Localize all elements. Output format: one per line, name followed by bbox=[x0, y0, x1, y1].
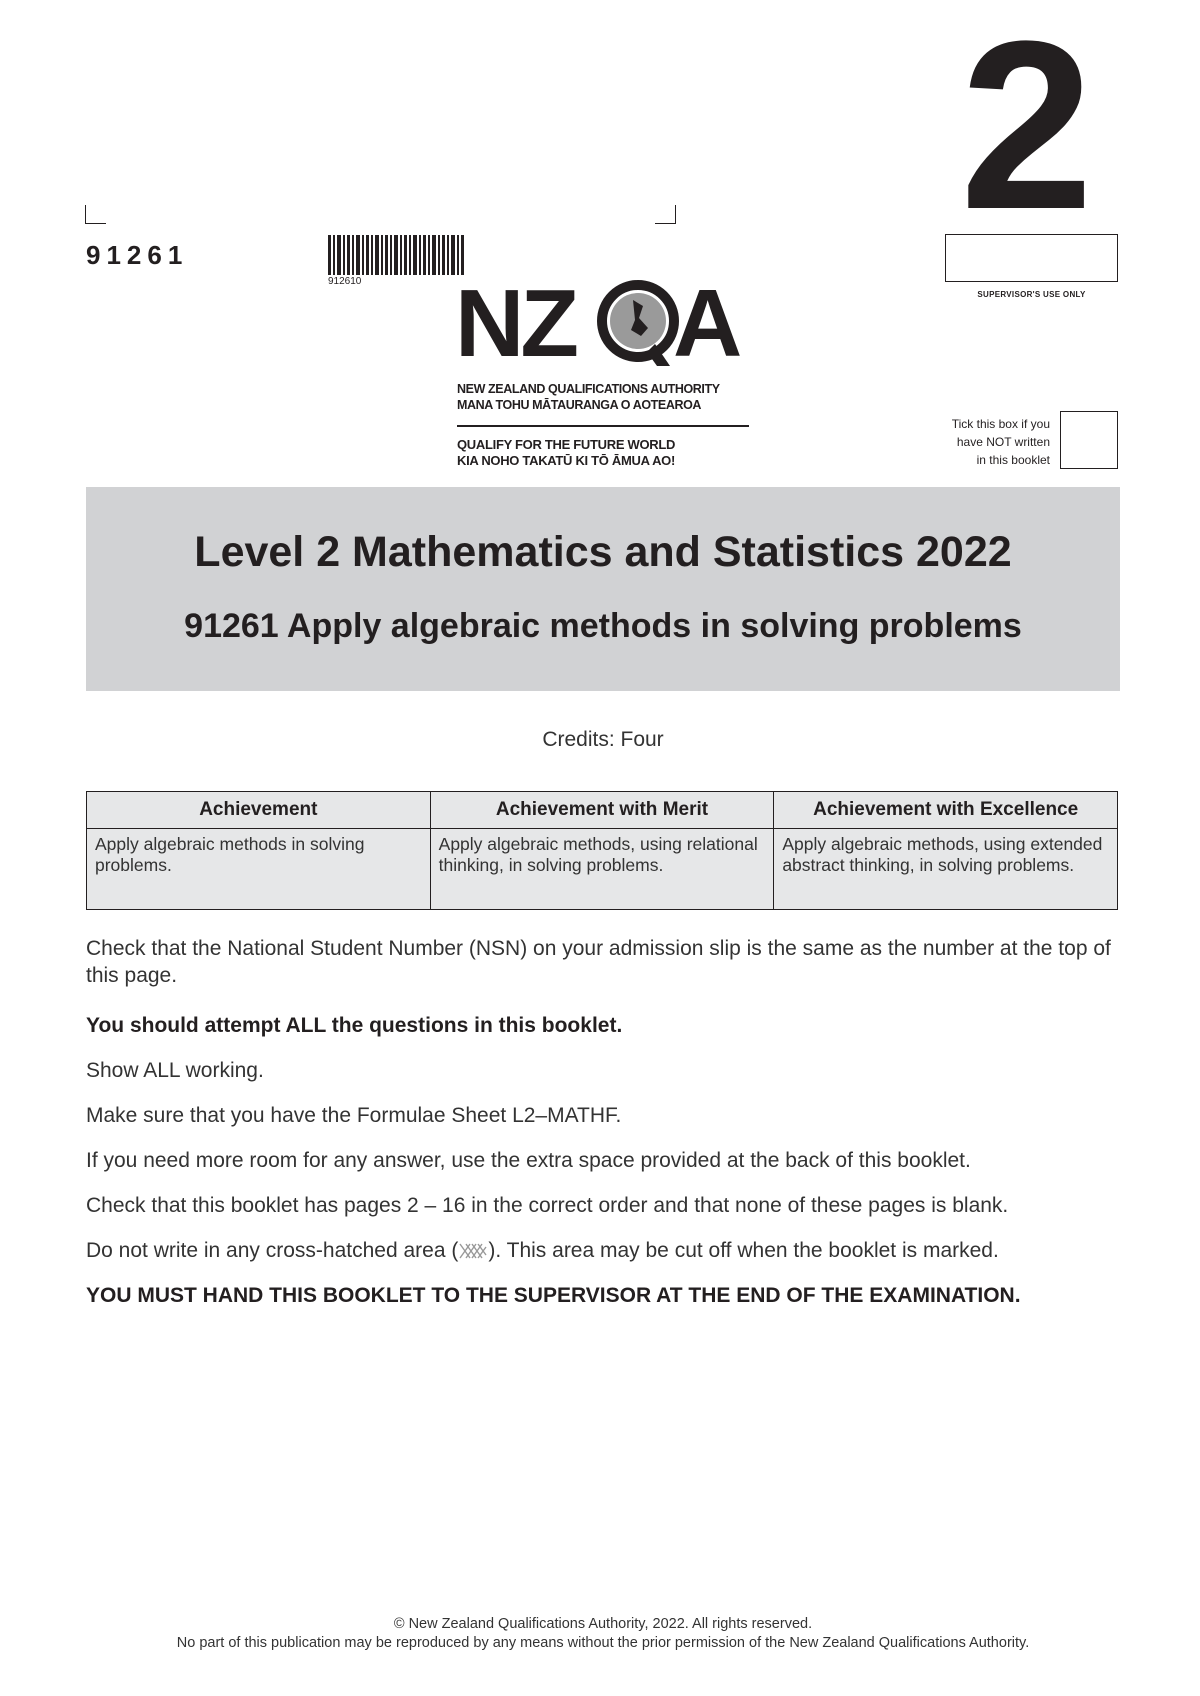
credits: Credits: Four bbox=[542, 728, 664, 751]
copyright-notice: © New Zealand Qualifications Authority, 2022. All rights reserved. bbox=[393, 1616, 813, 1632]
table-header-row bbox=[87, 792, 1118, 829]
tick-box-instructions bbox=[900, 415, 1050, 469]
org-name bbox=[457, 381, 720, 413]
footer bbox=[86, 1615, 1120, 1653]
level-number: 2 bbox=[960, 0, 1086, 259]
crosshatch-text-before: Do not write in any cross-hatched area ( bbox=[86, 1239, 459, 1262]
standard-code: 91261 bbox=[86, 240, 189, 270]
nsn-instruction: Check that the National Student Number (NSN) on your admission slip is the same as the number at the top of this page. bbox=[86, 937, 1111, 987]
show-working-instruction: Show ALL working. bbox=[86, 1059, 264, 1082]
tick-text-line: have NOT written bbox=[956, 435, 1050, 449]
cell-excellence: Apply algebraic methods, using extended abstract thinking, in solving problems. bbox=[774, 829, 1118, 910]
achievement-criteria-table bbox=[86, 791, 1118, 910]
header-excellence: Achievement with Excellence bbox=[774, 792, 1118, 829]
standard-title: 91261 Apply algebraic methods in solving problems bbox=[184, 607, 1022, 645]
header-merit: Achievement with Merit bbox=[430, 792, 774, 829]
permission-notice: No part of this publication may be reproduced by any means without the prior permission of the New Zealand Qualifications Authority. bbox=[176, 1635, 1030, 1651]
org-name-maori: MANA TOHU MĀTAURANGA O AOTEAROA bbox=[457, 398, 702, 412]
supervisor-use-label: SUPERVISOR'S USE ONLY bbox=[977, 290, 1086, 299]
crop-mark-right bbox=[655, 205, 676, 224]
more-room-instruction: If you need more room for any answer, use the extra space provided at the back of this booklet. bbox=[86, 1149, 971, 1172]
exam-title: Level 2 Mathematics and Statistics 2022 bbox=[194, 528, 1012, 576]
barcode bbox=[328, 235, 468, 275]
supervisor-use-box[interactable] bbox=[945, 234, 1118, 282]
crosshatch-text-after: ). This area may be cut off when the booklet is marked. bbox=[488, 1239, 999, 1262]
nzqa-logo bbox=[455, 272, 755, 372]
tagline-maori: KIA NOHO TAKATŪ KI TŌ ĀMUA AO! bbox=[457, 453, 675, 468]
barcode-number: 912610 bbox=[328, 276, 362, 287]
title-band bbox=[86, 487, 1120, 691]
tick-text-line: in this booklet bbox=[976, 453, 1050, 467]
svg-text:A: A bbox=[673, 272, 743, 372]
not-written-checkbox[interactable] bbox=[1060, 411, 1118, 469]
tagline-english: QUALIFY FOR THE FUTURE WORLD bbox=[457, 437, 676, 452]
svg-text:NZ: NZ bbox=[455, 272, 575, 372]
header-achievement: Achievement bbox=[87, 792, 431, 829]
crosshatch-instruction bbox=[86, 1237, 1120, 1264]
org-name-english: NEW ZEALAND QUALIFICATIONS AUTHORITY bbox=[457, 382, 720, 396]
pages-instruction: Check that this booklet has pages 2 – 16 in the correct order and that none of these pages is blank. bbox=[86, 1194, 1009, 1217]
cell-achievement: Apply algebraic methods in solving problems. bbox=[87, 829, 431, 910]
table-row bbox=[87, 829, 1118, 910]
tick-text-line: Tick this box if you bbox=[951, 417, 1050, 431]
crosshatch-icon bbox=[458, 1242, 488, 1260]
cell-merit: Apply algebraic methods, using relational thinking, in solving problems. bbox=[430, 829, 774, 910]
tagline bbox=[457, 437, 675, 469]
crop-mark-left bbox=[85, 205, 106, 224]
attempt-all-instruction: You should attempt ALL the questions in this booklet. bbox=[86, 1014, 623, 1037]
hand-in-instruction: YOU MUST HAND THIS BOOKLET TO THE SUPERVISOR AT THE END OF THE EXAMINATION. bbox=[86, 1284, 1021, 1307]
formulae-instruction: Make sure that you have the Formulae Sheet L2–MATHF. bbox=[86, 1104, 622, 1127]
tagline-divider bbox=[457, 425, 749, 427]
